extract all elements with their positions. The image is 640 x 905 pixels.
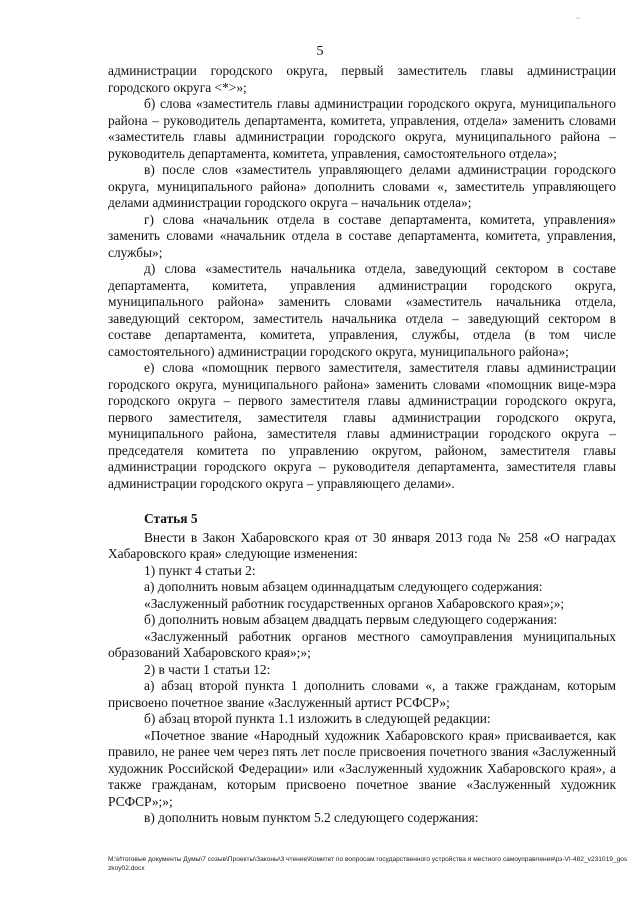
paragraph: Внести в Закон Хабаровского края от 30 января 2013 года № 258 «О наградах Хабаровского края» следующие изменения: bbox=[108, 529, 616, 561]
corner-mark: ~ bbox=[576, 14, 581, 23]
paragraph: а) дополнить новым абзацем одиннадцатым следующего содержания: bbox=[144, 579, 543, 594]
footer-file-path: M:\Итоговые документы Думы\7 созыв\Проекты\Законы\3 чтение\Комитет по вопросам государственного устройства и местного самоуправления\рз-VI-482_v231019_goszkoy02.docx bbox=[108, 856, 628, 872]
page-number: 5 bbox=[316, 44, 324, 59]
paragraph: 2) в части 1 статьи 12: bbox=[144, 661, 271, 677]
paragraph: б) дополнить новым абзацем двадцать первым следующего содержания: bbox=[144, 612, 558, 627]
article-heading: Статья 5 bbox=[144, 511, 198, 526]
paragraph: а) абзац второй пункта 1 дополнить словами «, а также гражданам, которым присвоено почетное звание «Заслуженный артист РСФСР»; bbox=[108, 678, 616, 710]
paragraph: д) слова «заместитель начальника отдела, заведующий сектором в составе департамента, комитета, управления администрации городского округа, муниципального района» заменить словами «заместитель начальника отдела, заведующий сектором, заместитель начальника отдела – заведующий сектором в составе департамента, комитета, управления, службы, отдела (в том числе самостоятельного) администрации городского округа, муниципального района»; bbox=[108, 261, 616, 359]
paragraph: «Заслуженный работник государственных органов Хабаровского края»;»; bbox=[144, 595, 565, 611]
paragraph: г) слова «начальник отдела в составе департамента, комитета, управления» заменить словами «начальник отдела в составе департамента, комитета, управления, службы»; bbox=[108, 211, 616, 260]
paragraph: е) слова «помощник первого заместителя, заместителя главы администрации городского округа, муниципального района» заменить словами «помощник вице-мэра городского округа – первого заместителя главы администрации городского округа, первого заместителя, заместителя главы администрации городского округа, муниципального района, заместителя главы администрации городского округа – председателя комитета по управлению округом, районом, заместителя главы администрации городского округа – руководителя департамента, заместителя главы администрации городского округа – управляющего делами». bbox=[108, 360, 616, 491]
paragraph: «Почетное звание «Народный художник Хабаровского края» присваивается, как правило, не ранее чем через пять лет после присвоения почетного звания «Заслуженный художник Российской Федерации» или «Заслуженный художник Хабаровского края», а также гражданам, которым присвоено почетное звание «Заслуженный художник РСФСР»;»; bbox=[108, 727, 616, 809]
document-body bbox=[108, 63, 616, 827]
paragraph: б) абзац второй пункта 1.1 изложить в следующей редакции: bbox=[144, 711, 491, 726]
paragraph: б) слова «заместитель главы администрации городского округа, муниципального района – руководитель департамента, комитета, управления, отдела» заменить словами «заместитель главы администрации городского округа, муниципального района – руководитель департамента, комитета, управления, самостоятельного отдела»; bbox=[108, 96, 616, 161]
paragraph: «Заслуженный работник органов местного самоуправления муниципальных образований Хабаровского края»;»; bbox=[108, 628, 616, 660]
paragraph: администрации городского округа, первый заместитель главы администрации городского округа <*>»; bbox=[108, 63, 616, 95]
paragraph: в) дополнить новым пунктом 5.2 следующего содержания: bbox=[144, 810, 479, 825]
paragraph: в) после слов «заместитель управляющего делами администрации городского округа, муниципального района» дополнить словами «, заместитель управляющего делами администрации городского округа – начальник отдела»; bbox=[108, 162, 616, 210]
paragraph: 1) пункт 4 статьи 2: bbox=[144, 562, 256, 578]
